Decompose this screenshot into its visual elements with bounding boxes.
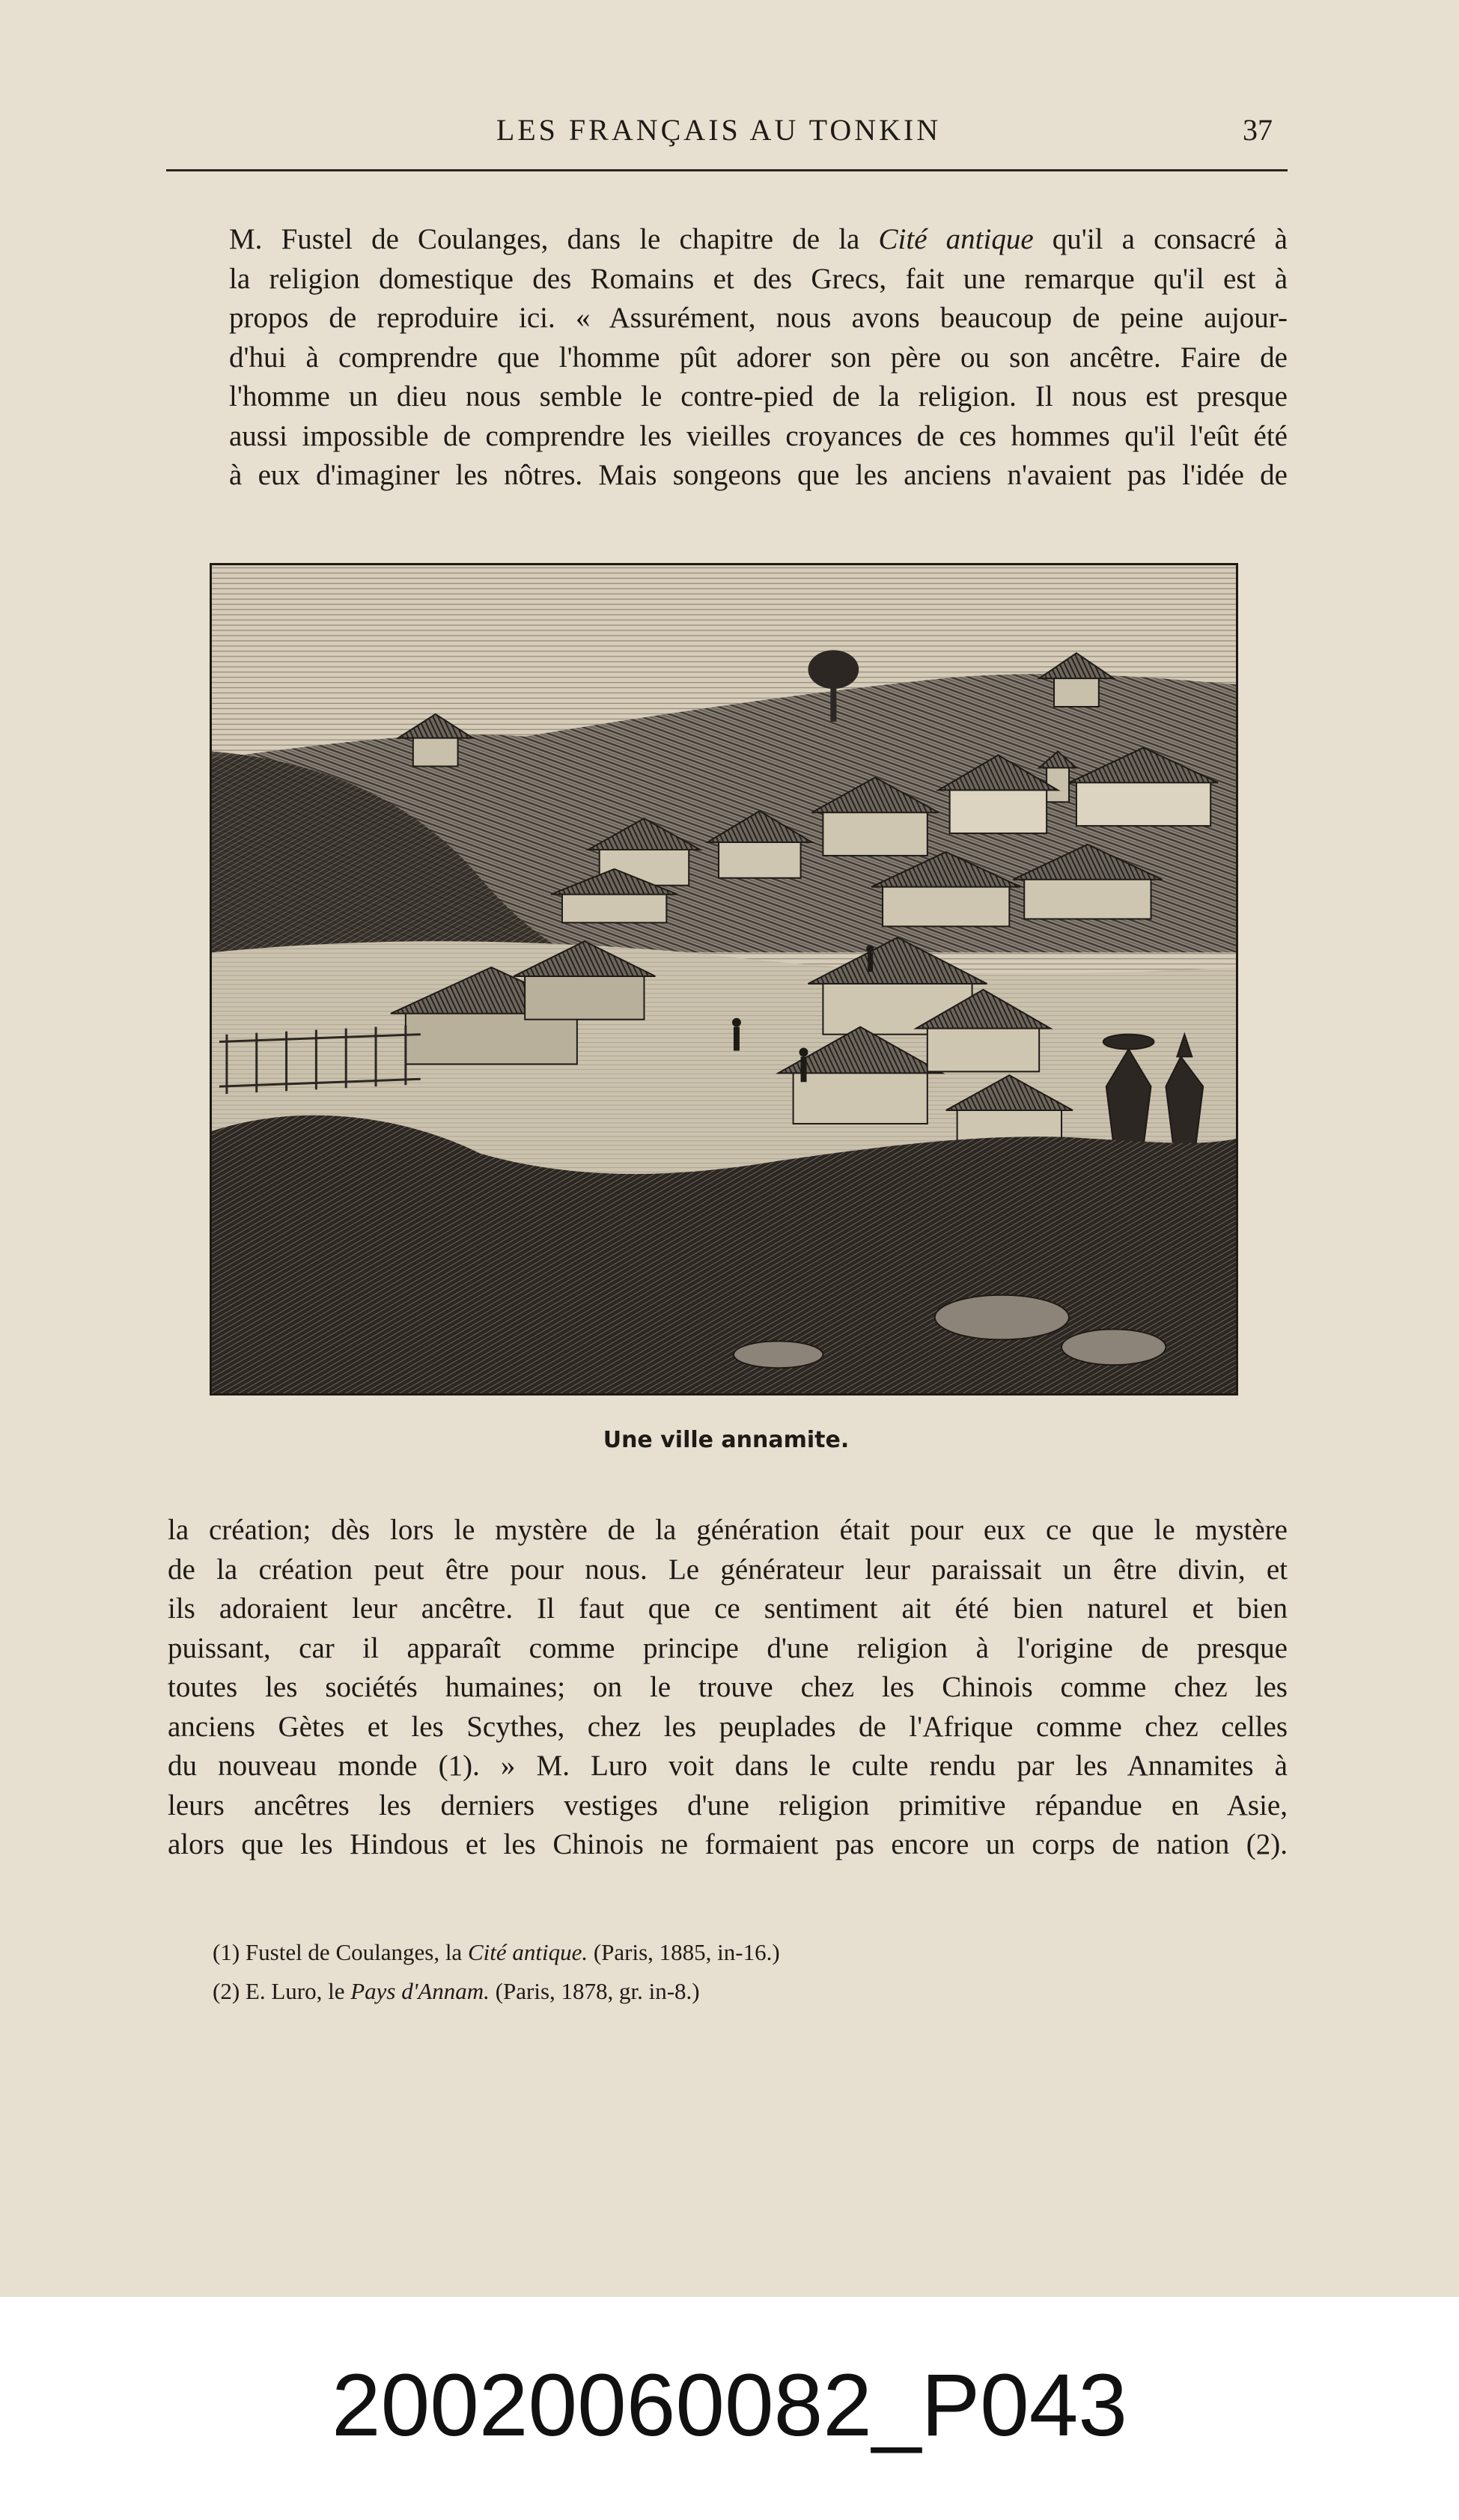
figure-caption: Une ville annamite.: [603, 1427, 850, 1453]
paragraph-1: [168, 220, 1288, 496]
line-text: qu'il a consacré à: [1033, 223, 1288, 255]
paragraph-2: [168, 1511, 1288, 1865]
paragraph-line: ils adoraient leur ancêtre. Il faut que ce sentiment ait été bien naturel et bien: [168, 1592, 1288, 1625]
footnote-italic-title: Pays d'Annam.: [350, 1978, 490, 2004]
footnotes: [213, 1933, 1186, 2011]
engraving-figure: [210, 563, 1238, 1396]
paragraph-line: anciens Gètes et les Scythes, chez les peuplades de l'Afrique comme chez celles: [168, 1710, 1288, 1743]
paragraph-line: leurs ancêtres les derniers vestiges d'une religion primitive répandue en Asie,: [168, 1789, 1288, 1821]
paragraph-line: aussi impossible de comprendre les vieilles croyances de ces hommes qu'il l'eût été: [229, 419, 1288, 452]
paragraph-line: de la création peut être pour nous. Le générateur leur paraissait un être divin, et: [168, 1553, 1288, 1586]
footnote-2: [213, 1972, 1186, 2011]
paragraph-line: la religion domestique des Romains et des Grecs, fait une remarque qu'il est à: [229, 262, 1288, 295]
footnote-text: (Paris, 1878, gr. in-8.): [489, 1978, 700, 2004]
footnote-text: (Paris, 1885, in-16.): [588, 1939, 780, 1965]
paragraph-last-line: alors que les Hindous et les Chinois ne formaient pas encore un corps de nation (2).: [168, 1828, 1288, 1860]
paragraph-line: la création; dès lors le mystère de la génération était pour eux ce que le mystère: [168, 1514, 1288, 1546]
header-rule: [166, 169, 1288, 171]
italic-title: Cité antique: [878, 223, 1034, 255]
catalog-id-label: 20020060082_P043: [331, 2356, 1128, 2455]
paragraph-line: propos de reproduire ici. « Assurément, nous avons beaucoup de peine aujour-: [229, 302, 1288, 334]
paragraph-line: toutes les sociétés humaines; on le trouve chez les Chinois comme chez les: [168, 1671, 1288, 1703]
page-number: 37: [1243, 113, 1273, 147]
village-engraving: [212, 565, 1236, 1393]
footnote-italic-title: Cité antique.: [467, 1939, 588, 1965]
footnote-1: [213, 1933, 1186, 1972]
paragraph-line: puissant, car il apparaît comme principe d'une religion à l'origine de presque: [168, 1631, 1288, 1664]
paragraph-line: l'homme un dieu nous semble le contre-pied de la religion. Il nous est presque: [229, 380, 1288, 413]
paragraph-1-line-1: [168, 220, 1288, 260]
paragraph-line: d'hui à comprendre que l'homme pût adorer son père ou son ancêtre. Faire de: [229, 341, 1288, 374]
paragraph-line: du nouveau monde (1). » M. Luro voit dans le culte rendu par les Annamites à: [168, 1750, 1288, 1782]
line-text: M. Fustel de Coulanges, dans le chapitre de la: [229, 223, 879, 255]
running-title: LES FRANÇAIS AU TONKIN: [496, 113, 942, 147]
footnote-text: (2) E. Luro, le: [213, 1978, 351, 2004]
footnote-text: (1) Fustel de Coulanges, la: [213, 1939, 468, 1965]
paragraph-line: à eux d'imaginer les nôtres. Mais songeons que les anciens n'avaient pas l'idée de: [229, 459, 1288, 491]
